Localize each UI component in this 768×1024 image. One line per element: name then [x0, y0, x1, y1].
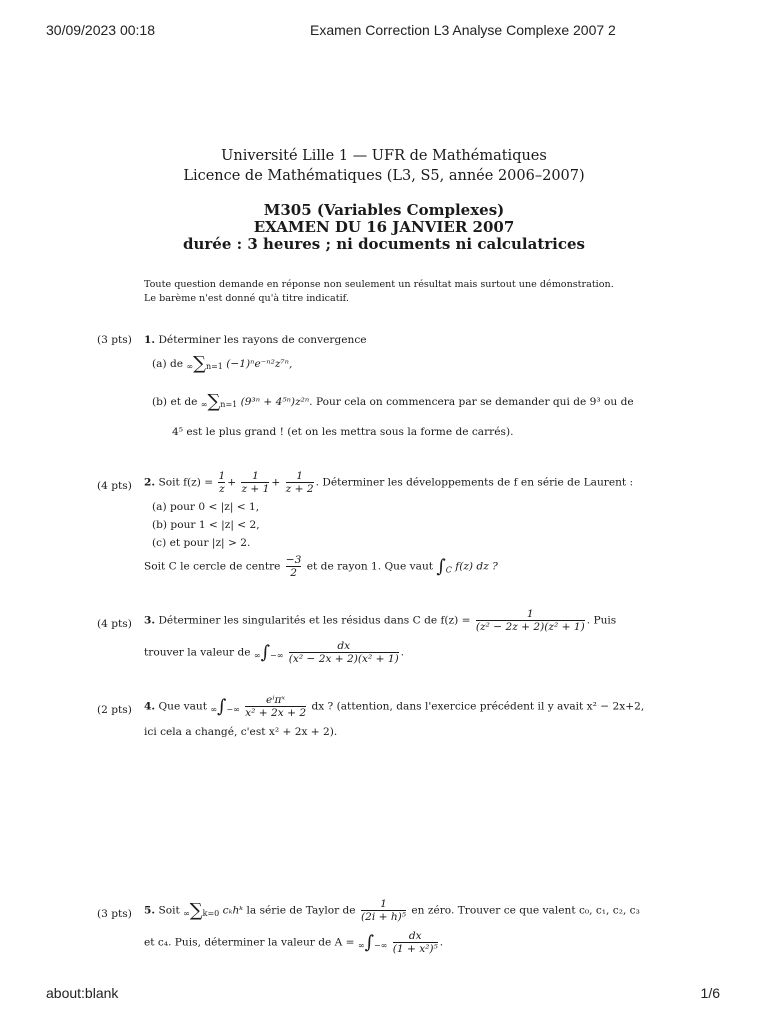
fraction: $\frac{1}{z + 1}$: [241, 470, 270, 495]
exercise-number: 5.: [144, 904, 156, 917]
print-url: about:blank: [46, 985, 119, 1001]
exam-title: EXAMEN DU 16 JANVIER 2007: [253, 218, 515, 236]
item: (a) pour 0 < |z| < 1,: [152, 501, 260, 513]
integral-symbol: ∞∫−∞: [253, 641, 284, 663]
item: (b) pour 1 < |z| < 2,: [152, 519, 260, 531]
fraction: $\frac{-3}{2}$: [285, 554, 302, 579]
exercise-number: 2.: [144, 476, 156, 489]
page-number: 1/6: [700, 985, 720, 1001]
integral-symbol: ∫: [436, 556, 446, 577]
fraction: $\frac{1}{\text{(z² − 2z + 2)(z² + 1)}}$: [475, 608, 585, 633]
fraction: $\frac{dx}{\text{(x² − 2x + 2)(x² + 1)}}$: [288, 640, 399, 665]
exercise-number: 1.: [144, 334, 156, 346]
exercise-number: 4.: [144, 700, 156, 713]
item-continuation: 4⁵ est le plus grand ! (et on les mettra sous la forme de carrés).: [172, 426, 514, 438]
institution-block: [0, 146, 768, 186]
exam-course: M305 (Variables Complexes): [263, 201, 505, 219]
series-term: (9³ⁿ + 4⁵ⁿ)z²ⁿ.: [240, 396, 313, 408]
item-label: (a): [152, 358, 167, 370]
print-datetime: 30/09/2023 00:18: [46, 22, 155, 38]
integral-symbol: ∞∫−∞: [210, 695, 240, 717]
exam-title-block: [0, 202, 768, 253]
fraction: $\frac{\text{eⁱπˣ}}{\text{x² + 2x + 2}}$: [245, 694, 307, 719]
sum-symbol: ∞∑k=0: [183, 899, 220, 921]
series-term: (−1)ⁿe⁻ⁿ²z⁷ⁿ,: [226, 358, 293, 370]
item-label: (b): [152, 396, 168, 408]
print-doc-title: Examen Correction L3 Analyse Complexe 2007 2: [310, 22, 616, 38]
fraction: $\frac{1}{z + 2}$: [285, 470, 314, 495]
sum-symbol: ∞∑n=1: [200, 391, 238, 412]
fraction: $\frac{1}{\text{(2i + h)⁵}}$: [360, 898, 407, 923]
sum-symbol: ∞∑n=1: [186, 353, 223, 374]
fraction: $\frac{1}{z}$: [218, 470, 226, 495]
exercise-points: (4 pts): [97, 480, 132, 492]
integral-symbol: ∞∫−∞: [357, 931, 388, 953]
exam-duration: durée : 3 heures ; ni documents ni calculatrices: [182, 235, 585, 253]
exercise-points: (2 pts): [97, 704, 132, 716]
institution-line1: Université Lille 1 — UFR de Mathématiques: [221, 148, 547, 164]
exercise-points: (3 pts): [97, 908, 132, 920]
exercise-points: (3 pts): [97, 334, 132, 346]
exercise-points: (4 pts): [97, 618, 132, 630]
item: (c) et pour |z| > 2.: [152, 537, 251, 549]
exercise-number: 3.: [144, 614, 156, 627]
institution-line2: Licence de Mathématiques (L3, S5, année 2006–2007): [183, 168, 585, 184]
exercise-lead: Déterminer les rayons de convergence: [158, 334, 367, 346]
fraction: $\frac{dx}{\text{(1 + x²)⁵}}$: [392, 930, 438, 955]
exercise-line2: ici cela a changé, c'est x² + 2x + 2).: [144, 726, 338, 738]
intro-paragraph: Toute question demande en réponse non seulement un résultat mais surtout une démonstration. Le barème n'est donné qu'à titre indicatif.: [144, 279, 614, 304]
